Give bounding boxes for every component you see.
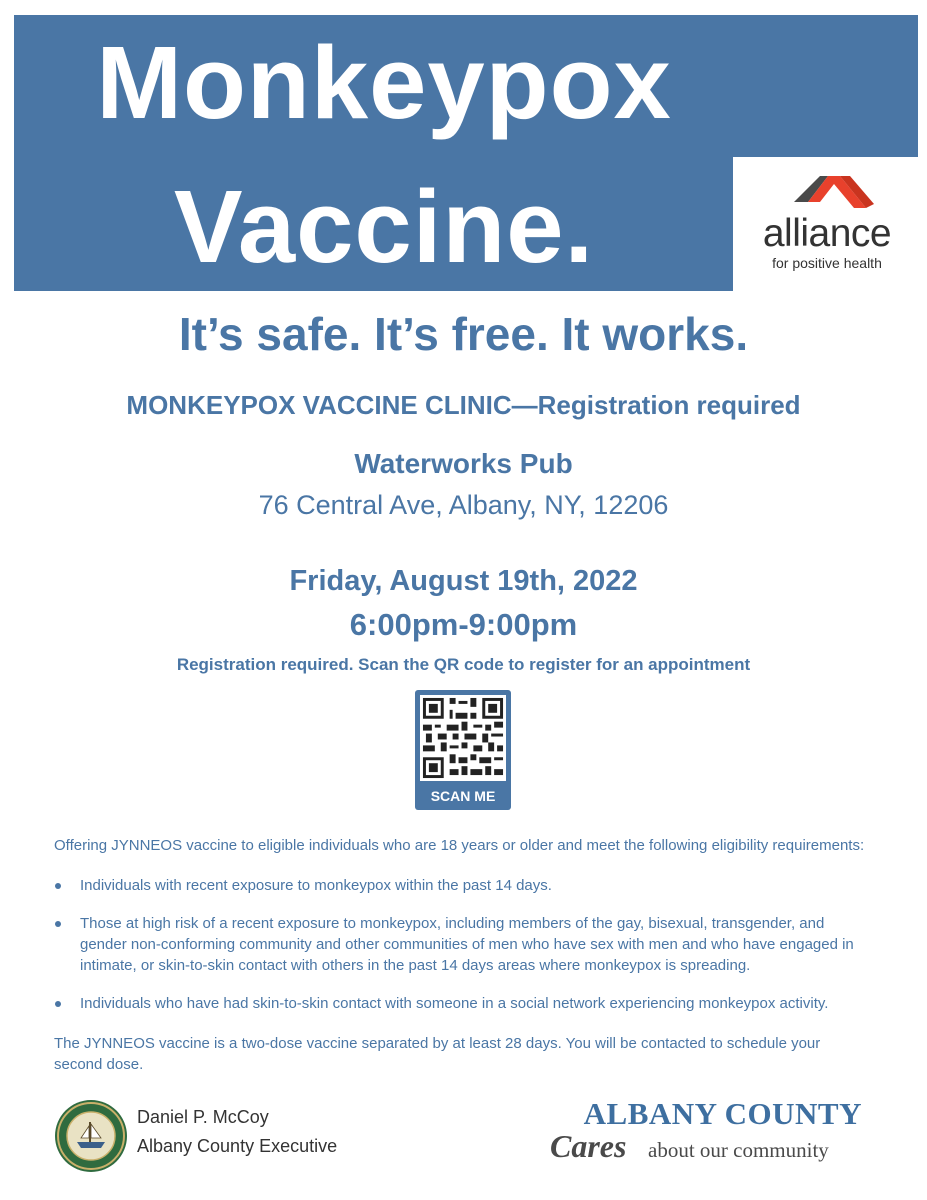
bullet-icon bbox=[55, 1001, 61, 1007]
clinic-heading: MONKEYPOX VACCINE CLINIC—Registration required bbox=[126, 390, 801, 420]
event-time: 6:00pm-9:00pm bbox=[349, 607, 578, 642]
albany-county-logo: ALBANY COUNTY bbox=[583, 1096, 862, 1131]
tagline: It’s safe. It’s free. It works. bbox=[178, 308, 749, 360]
title-line-2: Vaccine. bbox=[173, 169, 595, 284]
event-date: Friday, August 19th, 2022 bbox=[289, 565, 638, 597]
bullet-icon bbox=[55, 883, 61, 889]
qr-code-icon bbox=[420, 695, 506, 781]
county-seal-icon bbox=[53, 1098, 129, 1174]
eligibility-item: Individuals with recent exposure to monkeypox within the past 14 days. bbox=[80, 877, 552, 894]
eligibility-item: Those at high risk of a recent exposure to monkeypox, including members of the gay, bisexual, transgender, and gender non-conforming community and other communities of men who have sex with men and who have engaged in intimate, or skin-to-skin contact with others in the past 14 days areas where monkeypox is spreading. bbox=[80, 915, 854, 974]
venue-address: 76 Central Ave, Albany, NY, 12206 bbox=[258, 490, 669, 520]
albany-county-cares: Cares bbox=[550, 1128, 627, 1164]
registration-note: Registration required. Scan the QR code to register for an appointment bbox=[176, 655, 751, 674]
scan-me-label: SCAN ME bbox=[430, 788, 496, 804]
eligibility-intro: Offering JYNNEOS vaccine to eligible individuals who are 18 years or older and meet the following eligibility requirements: bbox=[54, 837, 865, 854]
dose-note: The JYNNEOS vaccine is a two-dose vaccine separated by at least 28 days. You will be contacted to schedule your second dose. bbox=[54, 1035, 821, 1073]
executive-name: Daniel P. McCoy bbox=[137, 1107, 269, 1127]
executive-title: Albany County Executive bbox=[137, 1136, 338, 1156]
eligibility-item: Individuals who have had skin-to-skin contact with someone in a social network experiencing monkeypox activity. bbox=[80, 995, 829, 1012]
alliance-logo-text: alliance bbox=[762, 212, 892, 255]
page-title bbox=[14, 15, 754, 295]
venue-name: Waterworks Pub bbox=[354, 448, 573, 479]
title-line-1: Monkeypox bbox=[96, 25, 672, 140]
alliance-roof-icon bbox=[794, 172, 874, 216]
bullet-icon bbox=[55, 921, 61, 927]
alliance-logo-subtitle: for positive health bbox=[772, 255, 882, 271]
albany-county-tagline: about our community bbox=[648, 1138, 829, 1162]
